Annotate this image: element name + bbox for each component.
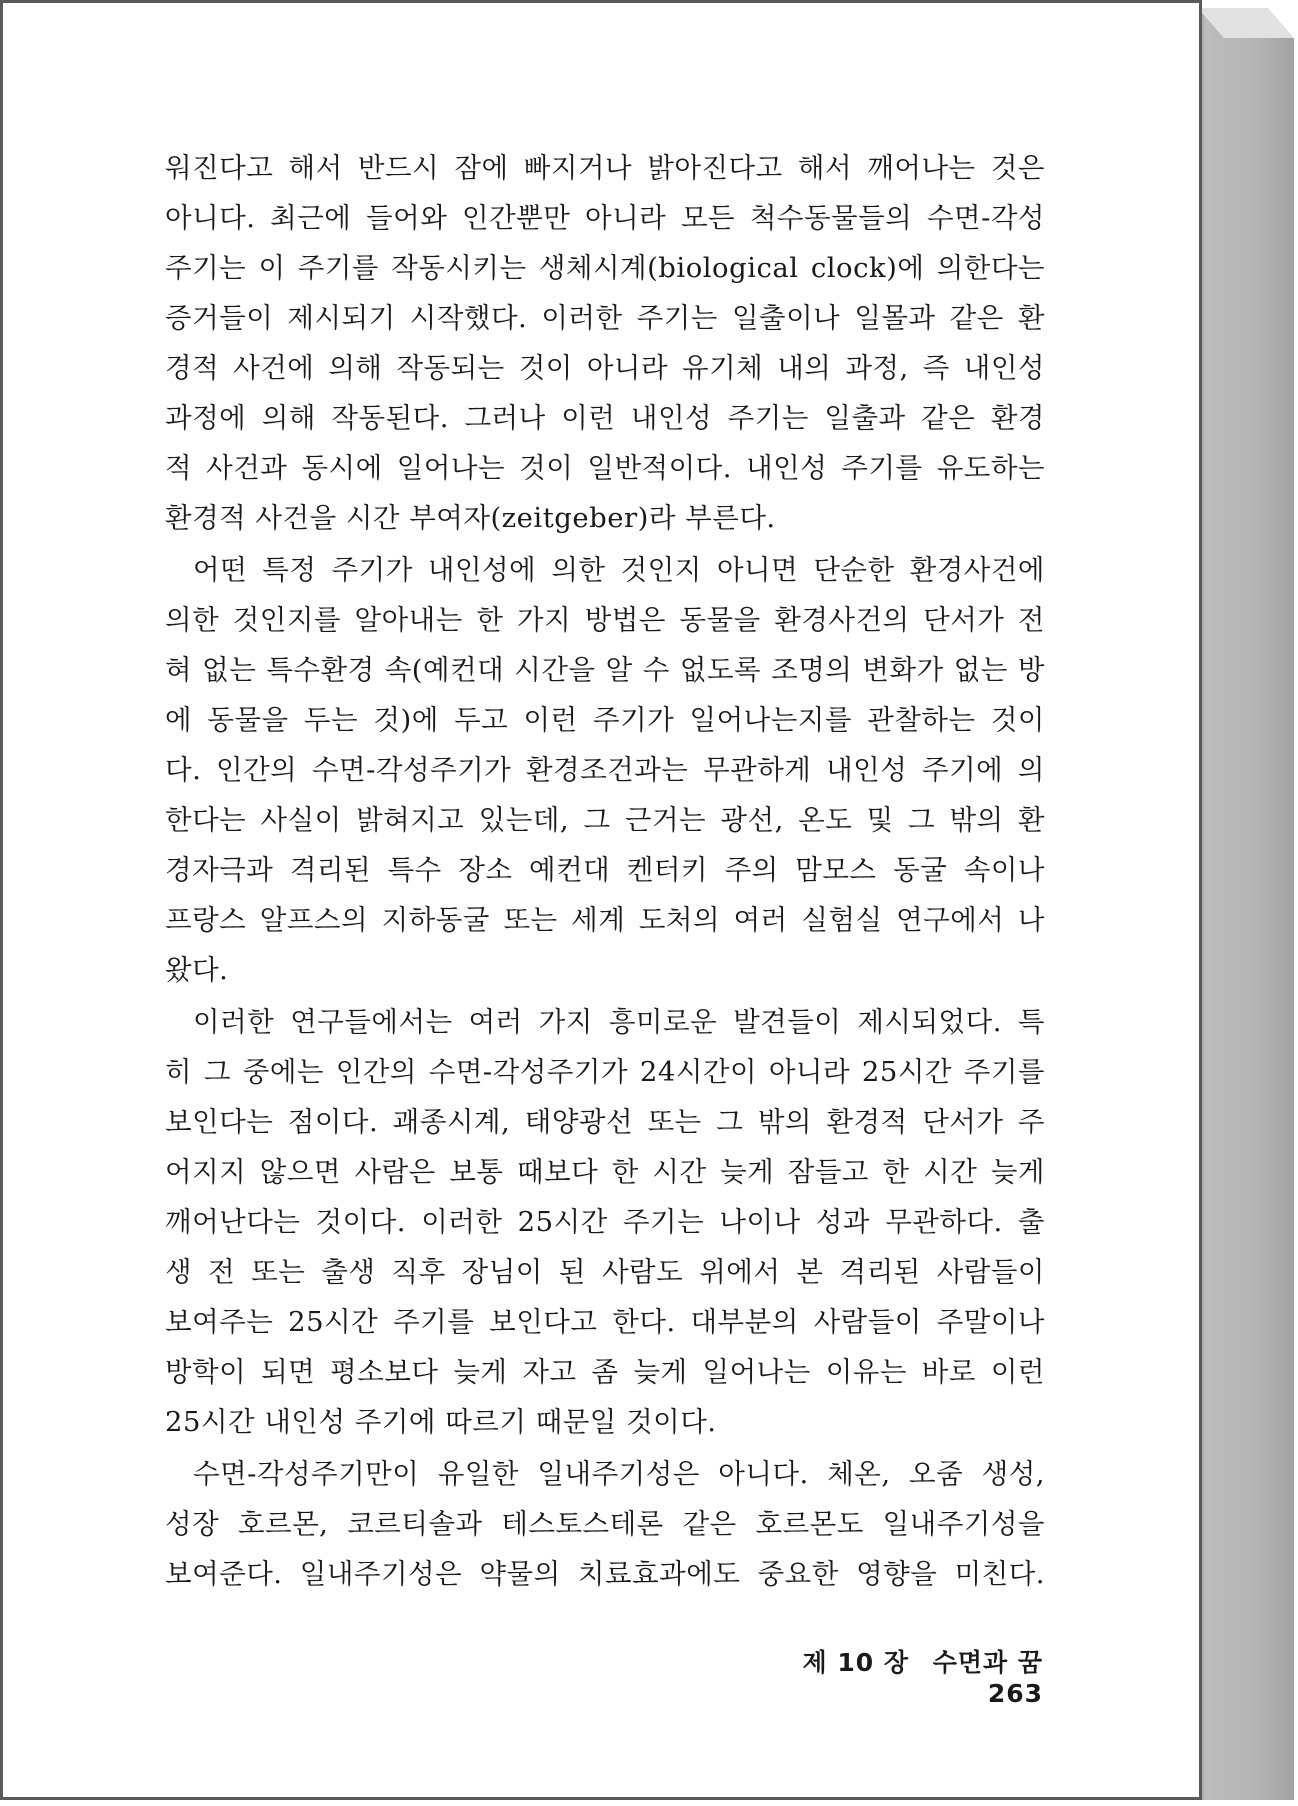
text-line: 증거들이 제시되기 시작했다. 이러한 주기는 일출이나 일몰과 같은 환 <box>165 302 1045 334</box>
text-line: 왔다. <box>165 954 229 986</box>
text-line: 25시간 내인성 주기에 따르기 때문일 것이다. <box>165 1406 717 1438</box>
chapter-label: 제 10 장 <box>802 1648 909 1677</box>
text-line: 다. 인간의 수면-각성주기가 환경조건과는 무관하게 내인성 주기에 의 <box>165 754 1045 786</box>
text-line: 수면-각성주기만이 유일한 일내주기성은 아니다. 체온, 오줌 생성, <box>193 1458 1045 1490</box>
text-line: 생 전 또는 출생 직후 장님이 된 사람도 위에서 본 격리된 사람들이 <box>165 1256 1045 1288</box>
text-line: 워진다고 해서 반드시 잠에 빠지거나 밝아진다고 해서 깨어나는 것은 <box>165 152 1045 184</box>
text-line: 히 그 중에는 인간의 수면-각성주기가 24시간이 아니라 25시간 주기를 <box>165 1056 1045 1088</box>
text-line: 경자극과 격리된 특수 장소 예컨대 켄터키 주의 맘모스 동굴 속이나 <box>165 854 1045 886</box>
text-line: 에 동물을 두는 것)에 두고 이런 주기가 일어나는지를 관찰하는 것이 <box>165 704 1045 736</box>
text-line: 과정에 의해 작동된다. 그러나 이런 내인성 주기는 일출과 같은 환경 <box>165 402 1045 434</box>
body-text <box>165 143 1045 1601</box>
paragraph-1 <box>165 143 1045 543</box>
text-line: 보여준다. 일내주기성은 약물의 치료효과에도 중요한 영향을 미친다. <box>165 1558 1045 1590</box>
text-line: 아니다. 최근에 들어와 인간뿐만 아니라 모든 척수동물들의 수면-각성 <box>165 202 1045 234</box>
text-line: 보인다는 점이다. 괘종시계, 태양광선 또는 그 밖의 환경적 단서가 주 <box>165 1106 1045 1138</box>
text-line: 프랑스 알프스의 지하동굴 또는 세계 도처의 여러 실험실 연구에서 나 <box>165 904 1045 936</box>
page-footer <box>743 1643 1043 1708</box>
text-line: 적 사건과 동시에 일어나는 것이 일반적이다. 내인성 주기를 유도하는 <box>165 452 1045 484</box>
paragraph-4 <box>165 1449 1045 1599</box>
text-line: 주기는 이 주기를 작동시키는 생체시계(biological clock)에 의한다는 <box>165 252 1045 284</box>
text-line: 환경적 사건을 시간 부여자(zeitgeber)라 부른다. <box>165 502 776 534</box>
text-line: 깨어난다는 것이다. 이러한 25시간 주기는 나이나 성과 무관하다. 출 <box>165 1206 1045 1238</box>
text-line: 보여주는 25시간 주기를 보인다고 한다. 대부분의 사람들이 주말이나 <box>165 1306 1045 1338</box>
text-line: 혀 없는 특수환경 속(예컨대 시간을 알 수 없도록 조명의 변화가 없는 방 <box>165 654 1045 686</box>
text-line: 방학이 되면 평소보다 늦게 자고 좀 늦게 일어나는 이유는 바로 이런 <box>165 1356 1045 1388</box>
paragraph-3 <box>165 997 1045 1447</box>
chapter-title: 수면과 꿈 <box>932 1648 1043 1677</box>
text-line: 경적 사건에 의해 작동되는 것이 아니라 유기체 내의 과정, 즉 내인성 <box>165 352 1045 384</box>
text-line: 어떤 특정 주기가 내인성에 의한 것인지 아니면 단순한 환경사건에 <box>193 554 1045 586</box>
book-page-edge <box>1198 8 1294 1800</box>
text-line: 성장 호르몬, 코르티솔과 테스토스테론 같은 호르몬도 일내주기성을 <box>165 1508 1045 1540</box>
page-number: 263 <box>987 1679 1043 1708</box>
text-line: 이러한 연구들에서는 여러 가지 흥미로운 발견들이 제시되었다. 특 <box>193 1006 1045 1038</box>
text-line: 의한 것인지를 알아내는 한 가지 방법은 동물을 환경사건의 단서가 전 <box>165 604 1045 636</box>
text-line: 한다는 사실이 밝혀지고 있는데, 그 근거는 광선, 온도 및 그 밖의 환 <box>165 804 1045 836</box>
text-line: 어지지 않으면 사람은 보통 때보다 한 시간 늦게 잠들고 한 시간 늦게 <box>165 1156 1045 1188</box>
paragraph-2 <box>165 545 1045 995</box>
